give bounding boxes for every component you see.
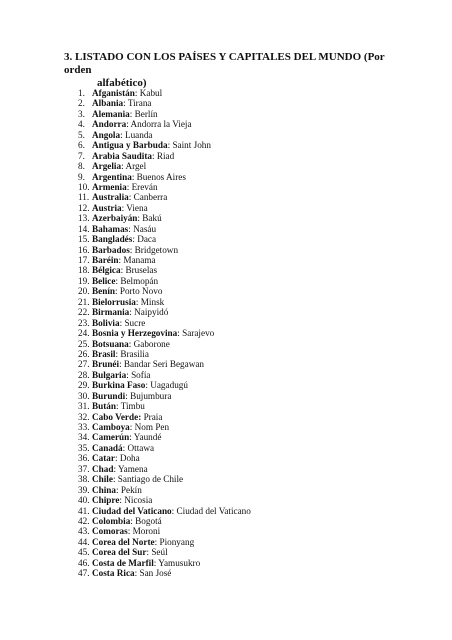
list-item [78,182,251,192]
item-number: 19. [78,275,90,286]
item-number: 28. [78,369,90,380]
separator: : [137,213,143,224]
capital-name: Nicosia [124,495,153,506]
capital-name: Saint John [172,140,211,151]
list-item [78,412,251,422]
item-number: 32. [78,411,90,422]
country-name: Bolivia [92,317,120,328]
country-name: Camboya [92,422,130,432]
country-name: Austria [92,202,122,213]
list-item [78,453,251,463]
separator: : [119,495,125,506]
country-name: Chile [92,474,113,485]
document-heading [64,51,394,90]
item-number: 29. [78,380,90,391]
separator: : [146,547,152,558]
heading-line-1: 3. LISTADO CON LOS PAÍSES Y CAPITALES DEL MUNDO (Por orden [64,51,385,76]
separator: : [129,422,135,432]
item-number: 42. [78,515,90,526]
capital-name: Sucre [124,317,146,328]
capital-name: Nom Pen [134,422,170,432]
capital-name: Argel [125,161,147,172]
country-name: Argelia [92,161,122,172]
country-name: Baréin [92,255,119,265]
item-number: 39. [78,484,90,495]
list-item [78,474,251,484]
country-name: Bahamas [92,223,129,234]
capital-name: Luanda [124,129,153,140]
capital-name: Daca [137,234,157,245]
list-item [78,98,251,108]
country-name: Antigua y Barbuda [92,140,168,151]
item-number: 27. [78,359,90,370]
list-item [78,328,251,338]
list-item [78,506,251,516]
list-item [78,109,251,119]
capital-name: Ciudad del Vaticano [176,505,251,516]
list-item [78,255,251,265]
item-number: 4. [78,119,85,130]
list-item [78,339,251,349]
list-item [78,464,251,474]
country-name: Botsuana [92,338,129,349]
country-name: Corea del Norte [92,536,155,547]
capital-name: Bridgetown [134,244,179,255]
item-number: 43. [78,526,90,537]
country-name: Brunéi [92,359,120,370]
country-name: Benín [92,286,115,297]
list-item [78,422,251,432]
country-name: Colombia [92,515,131,526]
item-number: 22. [78,307,90,318]
separator: : [120,265,126,276]
list-item [78,297,251,307]
capital-name: Timbu [120,401,145,412]
country-name: China [92,484,117,495]
capital-name: San José [139,568,172,579]
list-item [78,443,251,453]
item-number: 18. [78,265,90,276]
country-name: Alemania [92,108,130,119]
country-name: Corea del Sur [92,547,147,558]
separator: : [135,296,141,307]
separator: : [122,442,128,453]
capital-name: Brasilia [120,348,149,359]
separator: : [125,390,131,401]
item-number: 30. [78,390,90,401]
capital-name: Canberra [133,192,168,203]
list-item [78,151,251,161]
capital-name: Moroni [132,526,161,537]
capital-name: Bandar Seri Begawan [123,359,205,370]
capital-name: Santiago de Chile [117,474,184,485]
list-item [78,119,251,129]
list-item [78,130,251,140]
item-number: 24. [78,328,90,339]
capital-name: Bruselas [125,265,158,276]
separator: : [115,348,121,359]
list-item [78,432,251,442]
country-name: Andorra [92,119,127,130]
list-item [78,161,251,171]
item-number: 1. [78,88,85,98]
item-number: 25. [78,338,90,349]
item-number: 44. [78,536,90,547]
list-item [78,172,251,182]
capital-name: Ereván [131,181,158,192]
list-item [78,203,251,213]
capital-name: Belmopán [120,275,159,286]
country-name: Bosnia y Herzegovina [92,328,178,339]
capital-name: Bujumbura [130,390,172,401]
country-name: Catar [92,453,115,464]
item-number: 5. [78,129,85,140]
separator: : [131,171,137,182]
item-number: 47. [78,568,90,579]
country-name: Comoras [92,526,128,537]
item-number: 11. [78,192,90,203]
capital-name: Sofía [131,369,151,380]
country-name: Azerbaiyán [92,213,138,224]
item-number: 46. [78,557,90,568]
separator: : [128,338,134,349]
country-name: Birmania [92,307,130,318]
item-number: 14. [78,223,90,234]
separator: : [112,474,118,485]
item-number: 13. [78,213,90,224]
country-name: Afganistán [92,88,135,98]
item-number: 23. [78,317,90,328]
separator: : [118,255,124,265]
item-number: 33. [78,422,90,432]
list-item [78,213,251,223]
separator: : [127,526,133,537]
item-number: 26. [78,348,90,359]
item-number: 37. [78,463,90,474]
country-name: Argentina [92,171,132,182]
country-name: Bangladés [92,234,133,245]
list-item [78,558,251,568]
item-number: 40. [78,495,90,506]
separator: : [167,140,173,151]
capital-name: Bakú [142,213,162,224]
capital-name: Praia [143,411,163,422]
capital-name: Nasáu [133,223,157,234]
list-item [78,526,251,536]
item-number: 6. [78,140,85,151]
country-name: Bielorrusia [92,296,136,307]
country-name: Chipre [92,495,120,506]
separator: : [129,307,135,318]
separator: : [113,463,118,474]
item-number: 45. [78,547,90,558]
item-number: 7. [78,150,85,161]
item-number: 15. [78,234,90,245]
capital-name: Sarajevo [182,328,215,339]
separator: : [121,202,127,213]
item-number: 10. [78,181,90,192]
country-name: Armenia [92,181,127,192]
capital-name: Viena [126,202,148,213]
country-name: Chad [92,463,114,474]
country-name: Bután [92,401,117,412]
item-number: 8. [78,161,85,172]
separator: : [119,317,125,328]
list-item [78,265,251,275]
list-item [78,380,251,390]
country-name: Angola [92,129,121,140]
separator: : [129,432,134,443]
item-number: 12. [78,202,90,213]
capital-name: Doha [119,453,140,464]
country-name: Cabo Verde: [92,411,142,422]
item-number: 41. [78,505,90,516]
list-item [78,485,251,495]
separator: : [134,88,140,98]
item-number: 36. [78,453,90,464]
capital-name: Yamusukro [158,557,201,568]
separator: : [126,181,132,192]
list-item [78,140,251,150]
separator: : [153,557,159,568]
country-name: Canadá [92,442,123,453]
capital-name: Kabul [139,88,163,98]
separator: : [171,505,177,516]
heading-line-2: alfabético) [97,77,147,89]
capital-name: Riad [156,150,175,161]
capital-name: Minsk [140,296,165,307]
capital-name: Seúl [151,547,168,558]
separator: : [114,453,120,464]
item-number: 34. [78,432,90,443]
country-name: Ciudad del Vaticano [92,505,172,516]
item-number: 35. [78,442,90,453]
capital-name: Uagadugú [150,380,188,391]
country-name: Bulgaria [92,369,127,380]
list-item [78,495,251,505]
separator: : [145,380,151,391]
capital-name: Tirana [127,98,152,109]
capital-name: Bogotá [135,515,162,526]
country-name: Bélgica [92,265,121,276]
item-number: 16. [78,244,90,255]
separator: : [126,369,132,380]
item-number: 31. [78,401,90,412]
list-item [78,516,251,526]
capital-name: Naipyidó [134,307,169,318]
list-item [78,245,251,255]
country-name: Belice [92,275,116,286]
separator: : [115,275,121,286]
list-item [78,391,251,401]
separator: : [130,515,136,526]
item-number: 2. [78,98,85,109]
capital-name: Gaborone [133,338,170,349]
item-number: 21. [78,296,90,307]
capital-name: Pekín [120,484,142,495]
list-item [78,359,251,369]
separator: : [129,108,135,119]
separator: : [116,401,121,412]
country-name: Barbados [92,244,130,255]
separator: : [123,98,128,109]
list-item [78,349,251,359]
capital-name: Buenos Aires [136,171,186,182]
country-name: Camerún [92,432,130,443]
country-capital-list [78,88,251,579]
country-name: Burundi [92,390,126,401]
country-name: Albania [92,98,124,109]
list-item [78,286,251,296]
separator: : [121,161,126,172]
country-name: Brasil [92,348,116,359]
list-item [78,307,251,317]
list-item [78,88,251,98]
capital-name: Manama [123,255,156,265]
separator: : [114,286,120,297]
capital-name: Yaundé [133,432,162,443]
capital-name: Yamena [117,463,148,474]
item-number: 38. [78,474,90,485]
list-item [78,234,251,244]
country-name: Costa de Marfil [92,557,154,568]
country-name: Australia [92,192,129,203]
list-item [78,276,251,286]
list-item [78,318,251,328]
list-item [78,192,251,202]
country-name: Costa Rica [92,568,135,579]
capital-name: Ottawa [127,442,155,453]
separator: : [120,129,125,140]
separator: : [126,119,131,130]
list-item [78,568,251,578]
separator: : [177,328,183,339]
list-item [78,537,251,547]
separator: : [129,244,135,255]
capital-name: Andorra la Vieja [130,119,192,130]
list-item [78,547,251,557]
item-number: 20. [78,286,90,297]
item-number: 17. [78,255,90,265]
separator: : [116,484,121,495]
list-item [78,401,251,411]
separator: : [128,223,134,234]
capital-name: Pionyang [159,536,195,547]
separator: : [128,192,134,203]
separator: : [119,359,124,370]
list-item [78,370,251,380]
item-number: 9. [78,171,85,182]
capital-name: Berlín [134,108,158,119]
list-item [78,224,251,234]
separator: : [152,150,157,161]
separator: : [154,536,160,547]
separator: : [134,568,140,579]
country-name: Burkina Faso [92,380,146,391]
separator: : [132,234,138,245]
capital-name: Porto Novo [119,286,163,297]
country-name: Arabia Saudita [92,150,152,161]
item-number: 3. [78,108,85,119]
